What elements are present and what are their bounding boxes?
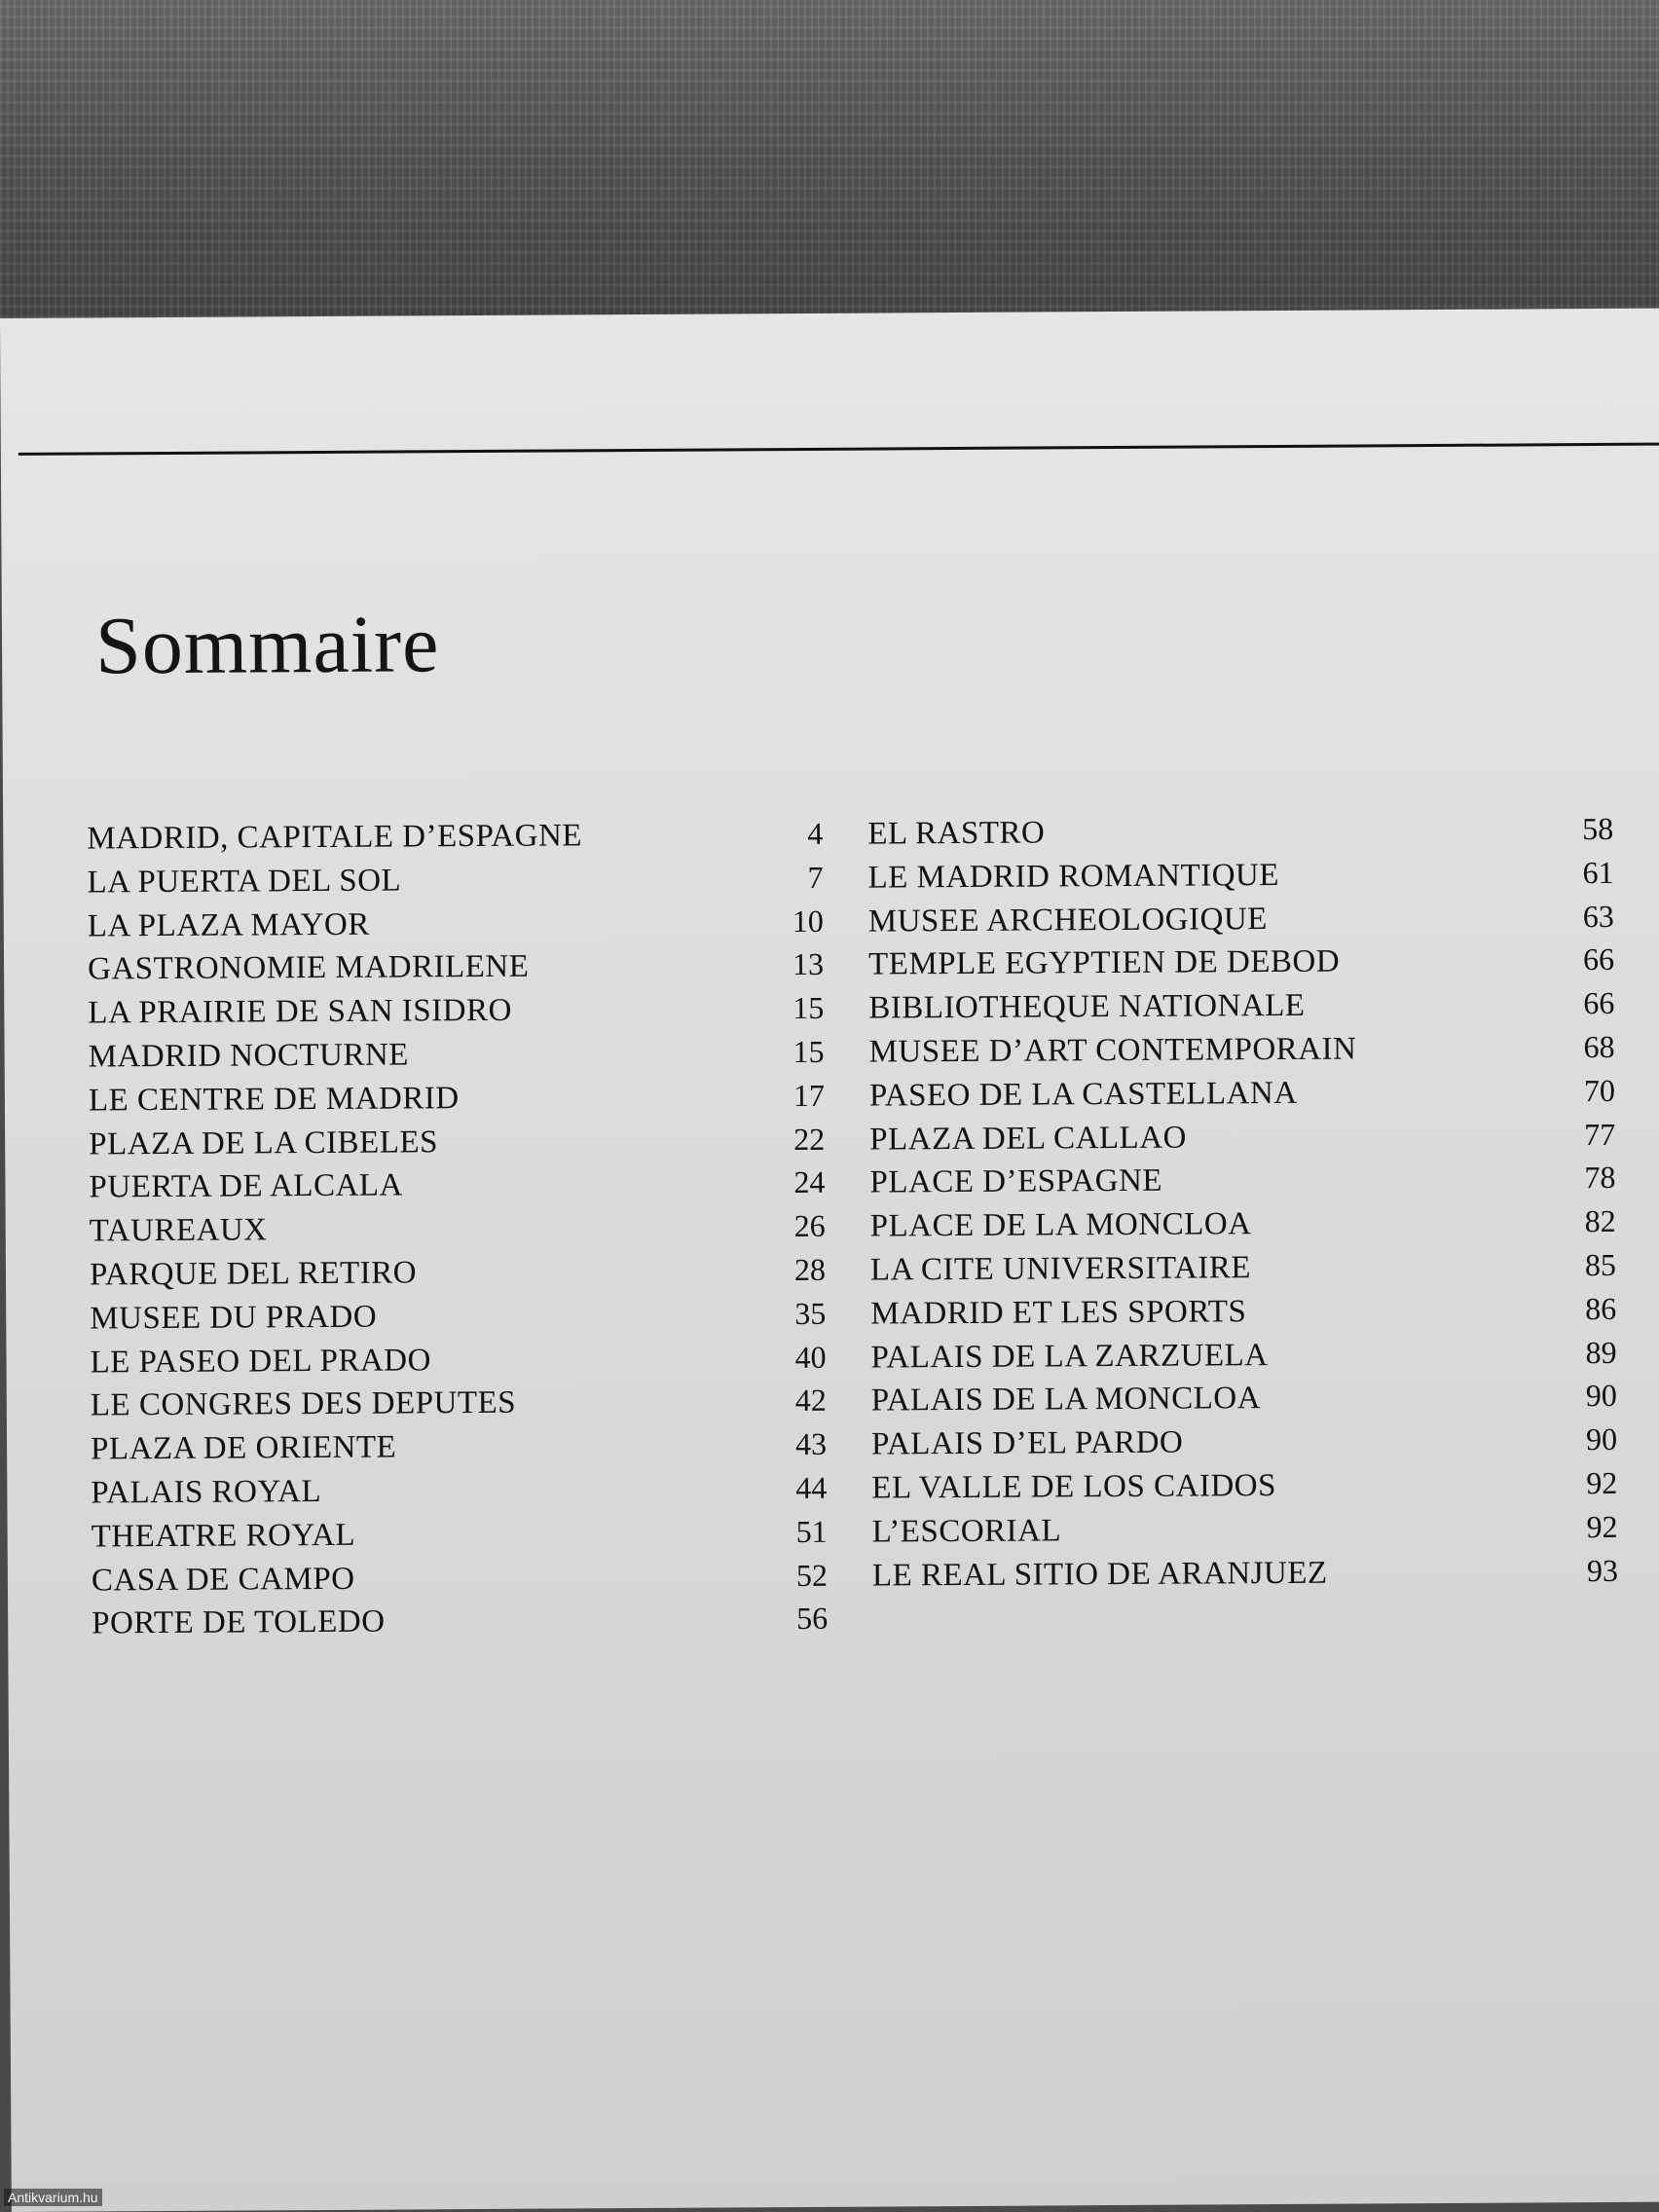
toc-entry (90, 1204, 826, 1252)
toc-entry-page-number: 58 (1582, 810, 1614, 847)
toc-entry-page-number: 15 (793, 1033, 825, 1070)
toc-entry-title: GASTRONOMIE MADRILENE (87, 949, 530, 987)
toc-column-left (87, 812, 828, 1645)
toc-entry (88, 899, 824, 946)
toc-entry (89, 1161, 825, 1208)
toc-entry (871, 1418, 1617, 1465)
toc-entry (868, 1025, 1614, 1073)
toc-entry-title: LE PASEO DEL PRADO (90, 1342, 431, 1381)
toc-entry (87, 812, 823, 860)
toc-entry-title: PARQUE DEL RETIRO (89, 1255, 418, 1293)
toc-entry-page-number: 35 (794, 1295, 827, 1331)
toc-entry-title: PASEO DE LA CASTELLANA (868, 1075, 1298, 1114)
toc-entry (92, 1597, 828, 1644)
toc-entry (869, 1156, 1615, 1203)
toc-entry-title: LE CENTRE DE MADRID (88, 1080, 460, 1119)
toc-entry-page-number: 56 (796, 1601, 829, 1637)
toc-entry-title: L’ESCORIAL (871, 1513, 1062, 1550)
toc-entry-page-number: 26 (793, 1208, 826, 1244)
toc-entry-page-number: 13 (792, 946, 825, 982)
toc-entry (870, 1243, 1616, 1291)
toc-entry-title: PLAZA DE LA CIBELES (89, 1124, 439, 1162)
toc-entry (869, 1112, 1615, 1160)
toc-entry-page-number: 24 (793, 1164, 826, 1200)
watermark: Antikvarium.hu (4, 2189, 102, 2206)
toc-entry-title: MADRID ET LES SPORTS (870, 1293, 1247, 1332)
toc-entry-title: PLACE DE LA MONCLOA (869, 1206, 1252, 1244)
toc-entry (89, 1074, 825, 1122)
toc-entry (92, 1510, 828, 1558)
toc-column-right (867, 807, 1618, 1597)
toc-entry-page-number: 66 (1583, 985, 1615, 1021)
toc-entry-page-number: 85 (1584, 1246, 1617, 1283)
toc-entry-page-number: 92 (1586, 1464, 1618, 1501)
toc-entry-page-number: 89 (1585, 1334, 1617, 1370)
toc-entry-title: PUERTA DE ALCALA (89, 1167, 403, 1205)
toc-entry-title: PLAZA DEL CALLAO (869, 1120, 1188, 1158)
toc-entry-title: PALAIS ROYAL (91, 1473, 322, 1511)
toc-entry-page-number: 63 (1582, 898, 1614, 934)
toc-entry-title: MUSEE D’ART CONTEMPORAIN (868, 1031, 1357, 1070)
toc-entry-title: BIBLIOTHEQUE NATIONALE (868, 988, 1306, 1026)
page-title: Sommaire (94, 599, 440, 692)
toc-entry (89, 1117, 825, 1164)
toc-entry (870, 1199, 1616, 1247)
toc-entry-title: LE REAL SITIO DE ARANJUEZ (871, 1555, 1328, 1594)
toc-entry-page-number: 22 (793, 1121, 826, 1157)
toc-entry (91, 1422, 827, 1470)
toc-entry-title: PALAIS DE LA MONCLOA (870, 1381, 1262, 1419)
toc-entry (871, 1461, 1617, 1509)
toc-entry-page-number: 68 (1583, 1028, 1615, 1065)
toc-entry (872, 1548, 1618, 1596)
toc-entry-page-number: 4 (807, 815, 824, 851)
toc-entry (90, 1248, 826, 1296)
toc-entry-title: LA PRAIRIE DE SAN ISIDRO (88, 992, 512, 1031)
toc-entry-page-number: 51 (795, 1513, 828, 1549)
toc-entry-page-number: 28 (793, 1251, 827, 1288)
toc-entry (868, 894, 1614, 941)
toc-entry-title: MADRID, CAPITALE D’ESPAGNE (87, 818, 583, 857)
toc-entry-page-number: 10 (792, 903, 824, 939)
toc-entry (91, 1466, 827, 1514)
toc-entry-title: PALAIS DE LA ZARZUELA (870, 1337, 1269, 1376)
toc-entry-title: PLAZA DE ORIENTE (90, 1429, 397, 1467)
toc-entry-page-number: 7 (807, 859, 824, 895)
toc-entry (90, 1335, 826, 1382)
toc-entry-page-number: 52 (795, 1557, 829, 1593)
toc-entry (92, 1553, 828, 1601)
toc-entry (87, 856, 823, 903)
toc-entry-page-number: 43 (794, 1425, 828, 1462)
toc-entry-page-number: 70 (1583, 1072, 1615, 1108)
toc-entry-title: LE MADRID ROMANTIQUE (867, 857, 1280, 896)
toc-entry-page-number: 90 (1585, 1421, 1618, 1457)
toc-entry (867, 807, 1613, 855)
toc-entry-page-number: 92 (1586, 1508, 1618, 1544)
toc-entry (88, 942, 824, 990)
toc-entry-title: MADRID NOCTURNE (88, 1037, 409, 1075)
desk-background (0, 0, 1659, 350)
toc-entry-page-number: 42 (794, 1382, 827, 1419)
toc-entry-title: LE CONGRES DES DEPUTES (90, 1385, 517, 1423)
toc-entry-page-number: 90 (1585, 1378, 1617, 1414)
toc-entry-title: PLACE D’ESPAGNE (869, 1163, 1163, 1200)
toc-entry (88, 1030, 824, 1078)
toc-entry-page-number: 61 (1582, 854, 1614, 890)
toc-entry (868, 981, 1614, 1029)
toc-entry-title: THEATRE ROYAL (91, 1517, 356, 1555)
toc-entry-page-number: 44 (795, 1469, 828, 1505)
toc-entry-title: MUSEE DU PRADO (90, 1299, 378, 1337)
toc-entry (868, 938, 1614, 985)
toc-entry-page-number: 77 (1584, 1116, 1616, 1152)
toc-entry-title: TEMPLE EGYPTIEN DE DEBOD (867, 943, 1341, 982)
toc-entry-title: MUSEE ARCHEOLOGIQUE (867, 901, 1268, 940)
toc-entry (871, 1505, 1617, 1553)
toc-entry-title: EL VALLE DE LOS CAIDOS (871, 1467, 1277, 1506)
toc-entry-title: PALAIS D’EL PARDO (870, 1424, 1184, 1462)
toc-entry-page-number: 93 (1586, 1552, 1618, 1588)
toc-entry (91, 1379, 827, 1426)
toc-entry-page-number: 15 (793, 990, 825, 1026)
toc-entry-page-number: 86 (1585, 1290, 1617, 1326)
toc-entry-title: LA PLAZA MAYOR (87, 906, 370, 944)
toc-entry-page-number: 82 (1584, 1203, 1616, 1239)
toc-entry-title: LA PUERTA DEL SOL (87, 863, 402, 901)
toc-entry-title: EL RASTRO (867, 815, 1046, 852)
top-rule (18, 443, 1659, 456)
toc-entry-title: PORTE DE TOLEDO (92, 1604, 386, 1641)
toc-entry-title: LA CITE UNIVERSITAIRE (869, 1250, 1252, 1288)
toc-entry (88, 986, 824, 1034)
toc-entry-page-number: 17 (793, 1077, 825, 1113)
toc-entry-page-number: 66 (1582, 941, 1615, 977)
toc-entry (869, 1069, 1615, 1117)
toc-entry (870, 1330, 1616, 1378)
toc-entry-page-number: 78 (1584, 1160, 1616, 1196)
toc-entry (870, 1287, 1616, 1335)
toc-entry (867, 851, 1613, 899)
toc-entry-title: TAUREAUX (89, 1212, 268, 1249)
toc-entry (90, 1292, 826, 1340)
book-page (0, 309, 1659, 2212)
toc-entry (871, 1374, 1617, 1421)
toc-entry-title: CASA DE CAMPO (91, 1561, 355, 1598)
toc-entry-page-number: 40 (794, 1339, 827, 1375)
